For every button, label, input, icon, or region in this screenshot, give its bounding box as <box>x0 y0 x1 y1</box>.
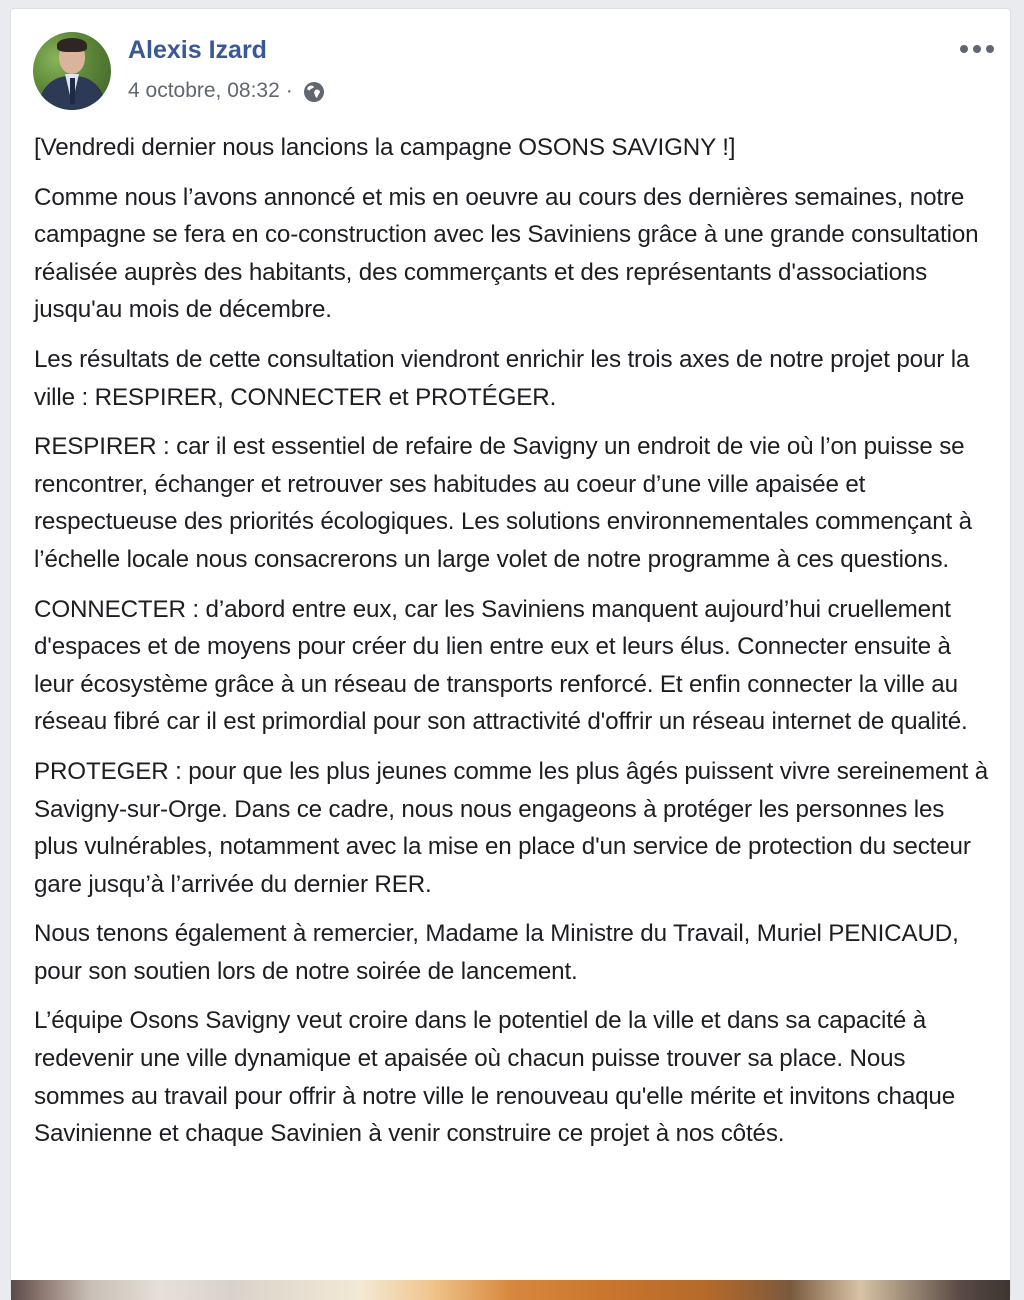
author-name-link[interactable]: Alexis Izard <box>128 36 267 64</box>
post-paragraph: Nous tenons également à remercier, Madame la Ministre du Travail, Muriel PENICAUD, pour son soutien lors de notre soirée de lancement. <box>34 920 959 985</box>
post-card <box>10 8 1011 1298</box>
avatar-tie <box>70 78 75 104</box>
post-paragraph: PROTEGER : pour que les plus jeunes comme les plus âgés puissent vivre sereinement à Savigny-sur-Orge. Dans ce cadre, nous nous engageons à protéger les personnes les plus vulnérables, notamment avec la mise en place d'un service de protection du secteur gare jusqu’à l’arrivée du dernier RER. <box>34 757 989 898</box>
post-paragraph: [Vendredi dernier nous lancions la campagne OSONS SAVIGNY !] <box>34 134 736 161</box>
globe-icon[interactable] <box>303 81 325 103</box>
post-timestamp-link[interactable]: 4 octobre, 08:32 <box>128 79 280 102</box>
dot <box>960 45 968 53</box>
post-meta <box>128 79 325 103</box>
post-body <box>34 129 994 1165</box>
dot <box>986 45 994 53</box>
post-header <box>33 32 1010 112</box>
more-options-icon[interactable] <box>960 41 994 57</box>
post-paragraph: L’équipe Osons Savigny veut croire dans le potentiel de la ville et dans sa capacité à redevenir une ville dynamique et apaisée où chacun puisse trouver sa place. Nous sommes au travail pour offrir à notre ville le renouveau qu'elle mérite et invitons chaque Savinienne et chaque Savinien à venir construire ce projet à nos côtés. <box>34 1007 956 1148</box>
post-paragraph: RESPIRER : car il est essentiel de refaire de Savigny un endroit de vie où l’on puisse se rencontrer, échanger et retrouver ses habitudes au coeur d’une ville apaisée et respectueuse des priorités écologiques. Les solutions environnementales commençant à l’échelle locale nous consacrerons un large volet de notre programme à ces questions. <box>34 433 972 573</box>
post-paragraph: CONNECTER : d’abord entre eux, car les Saviniens manquent aujourd’hui cruellement d'espaces et de moyens pour créer du lien entre eux et leurs élus. Connecter ensuite à leur écosystème grâce à un réseau de transports renforcé. Et enfin connecter la ville au réseau fibré car il est primordial pour son attractivité d'offrir un réseau internet de qualité. <box>34 595 968 736</box>
dot <box>973 45 981 53</box>
post-paragraph: Comme nous l’avons annoncé et mis en oeuvre au cours des dernières semaines, notre campagne se fera en co-construction avec les Saviniens grâce à une grande consultation réalisée auprès des habitants, des commerçants et des représentants d'associations jusqu'au mois de décembre. <box>34 183 979 324</box>
avatar-hair <box>57 38 87 52</box>
post-paragraph: Les résultats de cette consultation viendront enrichir les trois axes de notre projet pour la ville : RESPIRER, CONNECTER et PROTÉGER. <box>34 345 970 411</box>
meta-separator: · <box>285 79 293 102</box>
author-avatar[interactable] <box>33 32 111 110</box>
post-photo[interactable] <box>11 1280 1010 1300</box>
